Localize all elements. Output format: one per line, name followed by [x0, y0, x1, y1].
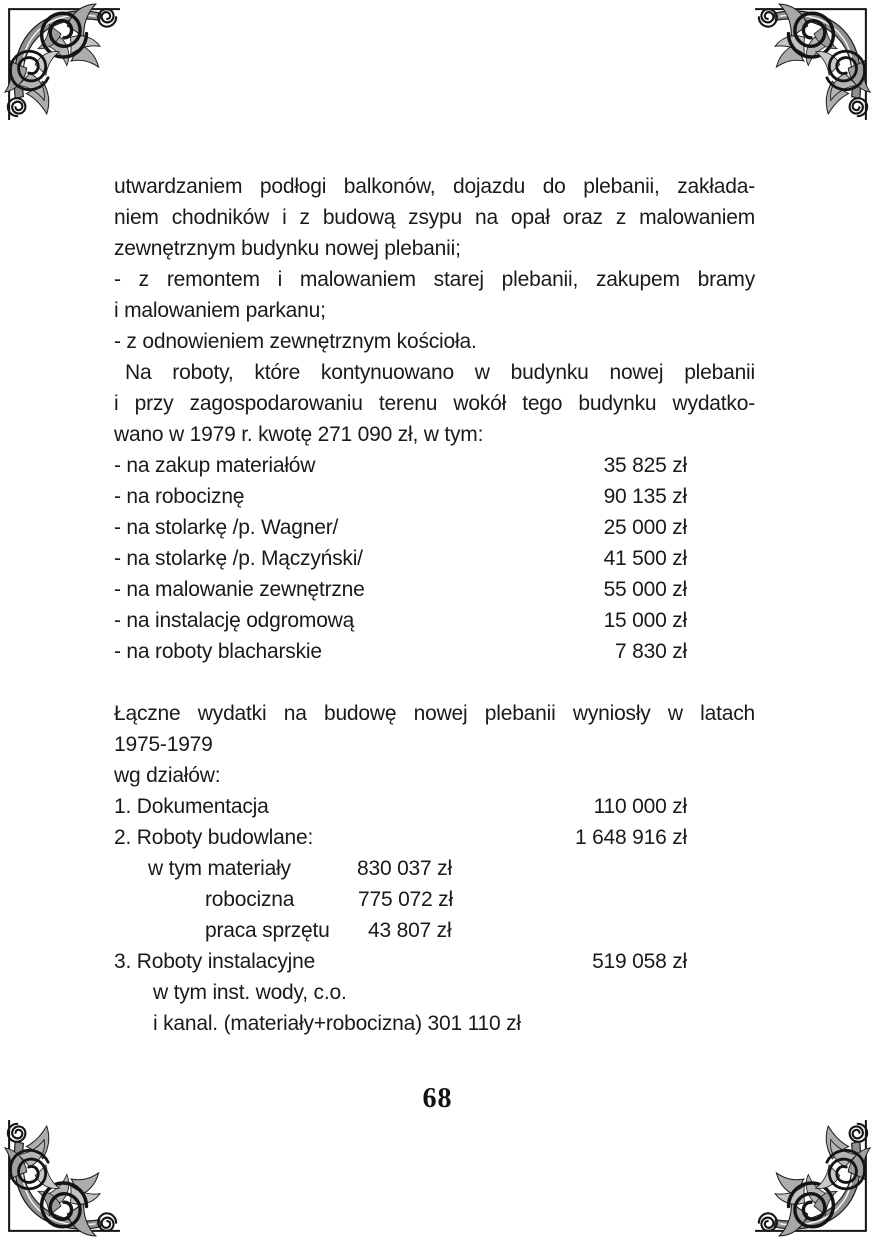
- expense-amount: 41 500 zł: [603, 547, 687, 570]
- total-sub-row: [114, 915, 755, 946]
- total-label: 1. Dokumentacja: [114, 795, 269, 818]
- expense-row: [114, 574, 755, 605]
- expense-label: - na stolarkę /p. Mączyński/: [114, 547, 363, 570]
- total-label: 2. Roboty budowlane:: [114, 826, 314, 849]
- sub-amount: 775 072 zł: [358, 888, 453, 911]
- expense-label: - na malowanie zewnętrzne: [114, 578, 365, 601]
- expense-row: [114, 450, 755, 481]
- paragraph-line: 1975-1979: [114, 733, 213, 756]
- expense-label: - na instalację odgromową: [114, 609, 355, 632]
- total-sub-row: [114, 884, 755, 915]
- paragraph-line: Na roboty, które kontynuowano w budynku nowej plebanii: [125, 361, 755, 384]
- page-number: 68: [422, 1083, 453, 1114]
- expense-row: [114, 543, 755, 574]
- paragraph-line: i przy zagospodarowaniu terenu wokół tego budynku wydatko-: [114, 392, 755, 415]
- sub-amount: 830 037 zł: [357, 857, 452, 880]
- corner-flourish-icon: [753, 1118, 873, 1238]
- expense-label: - na roboty blacharskie: [114, 640, 322, 663]
- total-row: [114, 946, 755, 977]
- paragraph-line: - z remontem i malowaniem starej plebanii, zakupem bramy: [114, 268, 755, 291]
- total-sub-row: [114, 853, 755, 884]
- total-detail-line: i kanal. (materiały+robocizna) 301 110 zł: [153, 1012, 521, 1035]
- paragraph-line: Łączne wydatki na budowę nowej plebanii wyniosły w latach: [114, 702, 755, 725]
- corner-flourish-icon: [2, 1118, 122, 1238]
- expense-row: [114, 512, 755, 543]
- paragraph-line: wano w 1979 r. kwotę 271 090 zł, w tym:: [114, 423, 484, 446]
- total-row: [114, 791, 755, 822]
- page-text-block: [114, 171, 755, 1039]
- expense-label: - na robociznę: [114, 485, 245, 508]
- paragraph-line: i malowaniem parkanu;: [114, 299, 326, 322]
- total-detail-line: w tym inst. wody, c.o.: [153, 981, 347, 1004]
- expense-label: - na zakup materiałów: [114, 454, 316, 477]
- total-amount: 1 648 916 zł: [574, 826, 687, 849]
- expense-amount: 7 830 zł: [615, 640, 687, 663]
- blank-line: [114, 667, 755, 698]
- paragraph-line: wg działów:: [114, 764, 221, 787]
- total-row: [114, 822, 755, 853]
- expense-amount: 90 135 zł: [603, 485, 687, 508]
- sub-label: robocizna: [205, 888, 295, 911]
- paragraph-line: - z odnowieniem zewnętrznym kościoła.: [114, 330, 477, 353]
- paragraph-line: niem chodników i z budową zsypu na opał oraz z malowaniem: [114, 206, 755, 229]
- total-label: 3. Roboty instalacyjne: [114, 950, 316, 973]
- total-amount: 110 000 zł: [593, 795, 687, 818]
- sub-label: w tym materiały: [148, 857, 291, 880]
- expense-amount: 25 000 zł: [603, 516, 687, 539]
- expense-row: [114, 481, 755, 512]
- expense-row: [114, 605, 755, 636]
- expense-label: - na stolarkę /p. Wagner/: [114, 516, 339, 539]
- corner-flourish-icon: [2, 2, 122, 122]
- expense-row: [114, 636, 755, 667]
- total-amount: 519 058 zł: [592, 950, 687, 973]
- corner-flourish-icon: [753, 2, 873, 122]
- sub-amount: 43 807 zł: [368, 919, 452, 942]
- sub-label: praca sprzętu: [205, 919, 330, 942]
- expense-amount: 35 825 zł: [603, 454, 687, 477]
- paragraph-line: utwardzaniem podłogi balkonów, dojazdu do plebanii, zakłada-: [114, 175, 755, 198]
- paragraph-line: zewnętrznym budynku nowej plebanii;: [114, 237, 461, 260]
- expense-amount: 55 000 zł: [603, 578, 687, 601]
- expense-amount: 15 000 zł: [603, 609, 687, 632]
